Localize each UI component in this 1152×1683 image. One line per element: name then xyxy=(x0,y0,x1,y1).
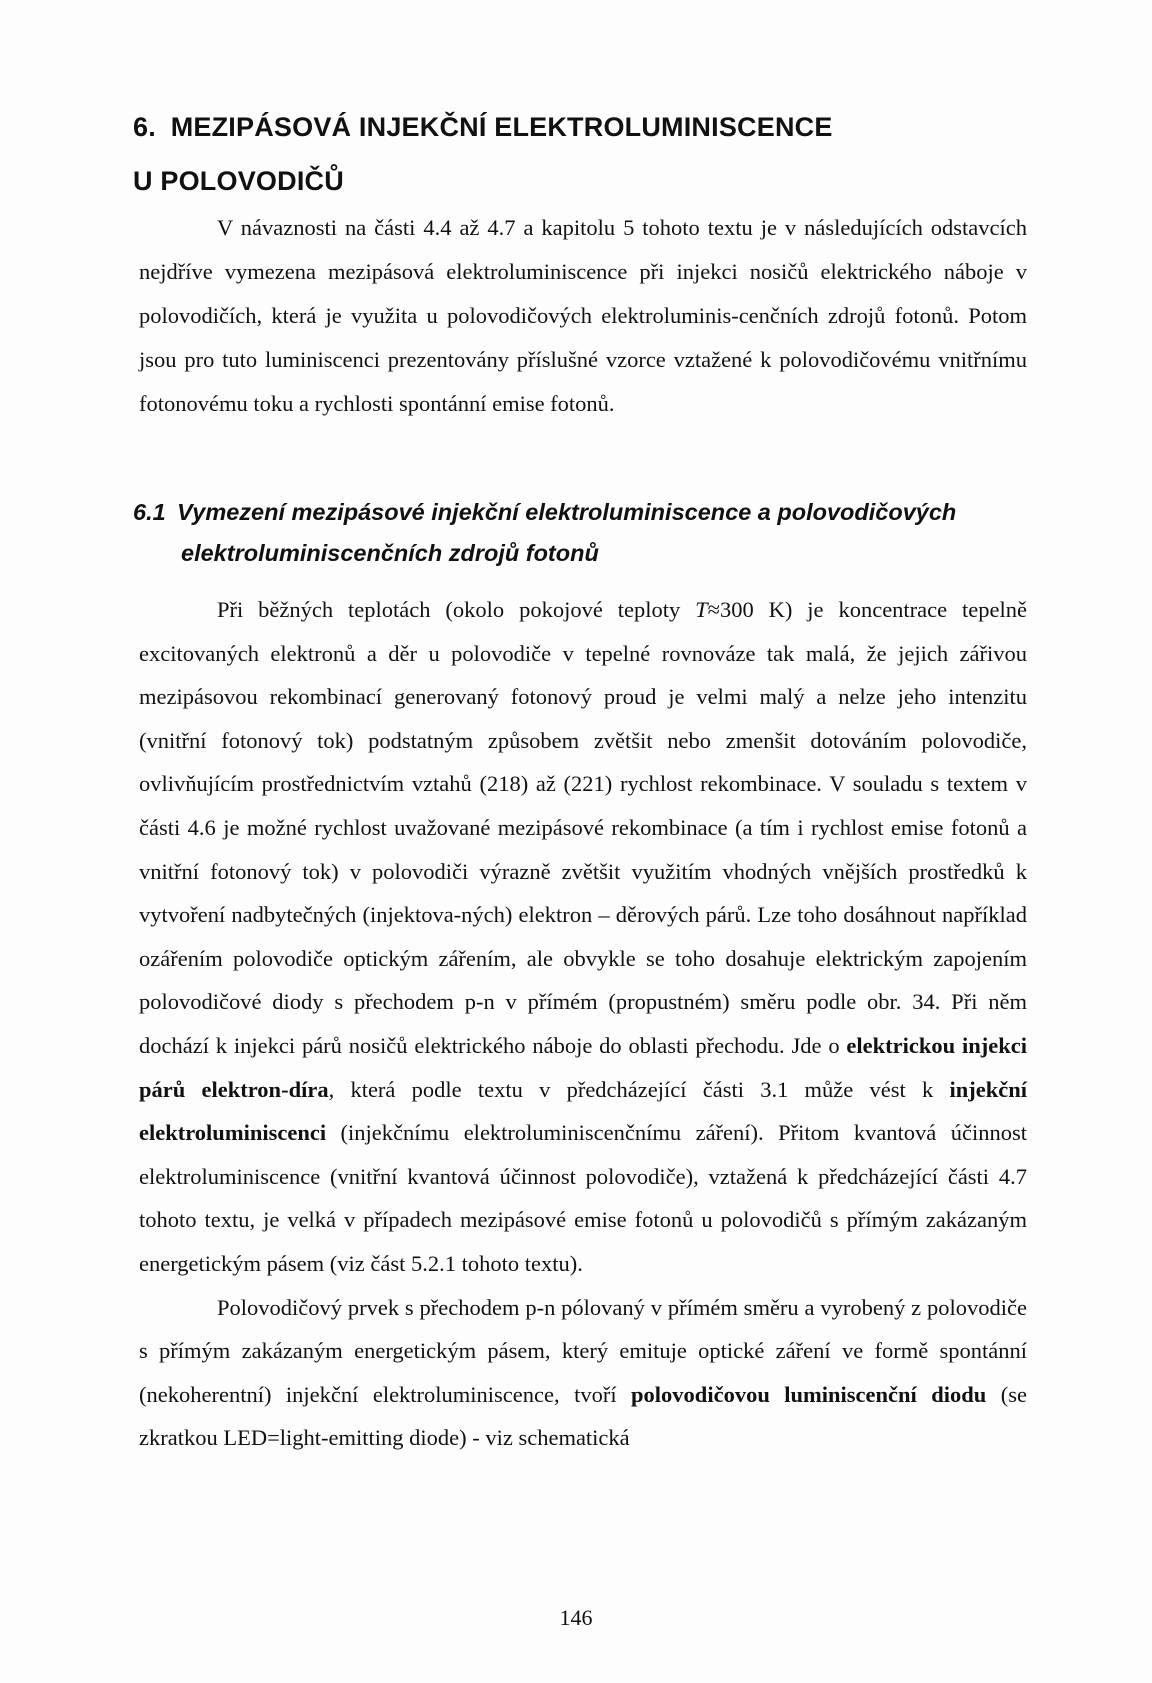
paragraph2-text-b: (se zkratkou LED=light-emitting diode) - viz schematická xyxy=(139,1381,1027,1451)
paragraph2-text-a: Polovodičový prvek s přechodem p-n pólovaný v přímém směru a vyrobený z polovodiče s přímým zakázaným energetickým pásem, který emituje optické záření ve formě spontánní (nekoherentní) injekční elektroluminiscence, tvoří xyxy=(139,1294,1027,1407)
chapter-title-line2: U POLOVODIČŮ xyxy=(133,166,344,196)
paragraph1-text-d: (injekčnímu elektroluminiscenčnímu záření). Přitom kvantová účinnost elektroluminiscence (vnitřní kvantová účinnost polovodiče), vztažená k předcházející části 4.7 tohoto textu, je velká v případech mezipásové emise fotonů u polovodičů s přímým zakázaným energetickým pásem (viz část 5.2.1 tohoto textu). xyxy=(139,1120,1027,1276)
temperature-symbol: T xyxy=(695,597,708,622)
intro-section xyxy=(139,206,1027,426)
paragraph1-text-a: Při běžných teplotách (okolo pokojové teploty xyxy=(217,597,696,622)
page-number: 146 xyxy=(559,1605,593,1630)
intro-paragraph: V návaznosti na části 4.4 až 4.7 a kapitolu 5 tohoto textu je v následujících odstavcích nejdříve vymezena mezipásová elektroluminiscence při injekci nosičů elektrického náboje v polovodičích, která je využita u polovodičových elektroluminis-cenčních zdrojů fotonů. Potom jsou pro tuto luminiscenci prezentovány příslušné vzorce vztažené k polovodičovému vnitřnímu fotonovému toku a rychlosti spontánní emise fotonů. xyxy=(139,215,1027,416)
paragraph1-text-c: , která podle textu v předcházející části 3.1 může vést k xyxy=(328,1076,950,1102)
body-paragraph-1 xyxy=(139,588,1027,1286)
chapter-heading xyxy=(133,100,833,208)
chapter-title-line1: MEZIPÁSOVÁ INJEKČNÍ ELEKTROLUMINISCENCE xyxy=(170,112,833,142)
chapter-number: 6. xyxy=(133,112,156,142)
section-number: 6.1 xyxy=(133,499,166,525)
body-paragraph-2 xyxy=(139,1286,1027,1460)
section-title-line2: elektroluminiscenčních zdrojů fotonů xyxy=(181,540,599,566)
section-heading xyxy=(133,492,1033,574)
paragraph1-bold-term-1: elektrickou injekci párů elektron-díra xyxy=(139,1032,1027,1102)
paragraph1-text-b: ≈300 K) je koncentrace tepelně excitovaných elektronů a děr u polovodiče v tepelné rovnováze tak malá, že jejich zářivou mezipásovou rekombinací generovaný fotonový proud je velmi malý a nelze jeho intenzitu (vnitřní fotonový tok) podstatným způsobem zvětšit nebo zmenšit dotováním polovodiče, ovlivňujícím prostřednictvím vztahů (218) až (221) rychlost rekombinace. V souladu s textem v části 4.6 je možné rychlost uvažované mezipásové rekombinace (a tím i rychlost emise fotonů a vnitřní fotonový tok) v polovodiči výrazně zvětšit využitím vhodných vnějších prostředků k vytvoření nadbytečných (injektova-ných) elektron – děrových párů. Lze toho dosáhnout například ozářením polovodiče optickým zářením, ale obvykle se toho dosahuje elektrickým zapojením polovodičové diody s přechodem p-n v přímém (propustném) směru podle obr. 34. Při něm dochází k injekci párů nosičů elektrického náboje do oblasti přechodu. Jde o xyxy=(139,597,1028,1058)
paragraph1-bold-term-2: injekční elektroluminiscenci xyxy=(139,1076,1027,1146)
body-text xyxy=(139,588,1027,1460)
section-title-line1: Vymezení mezipásové injekční elektroluminiscence a polovodičových xyxy=(177,499,957,525)
paragraph2-bold-term-1: polovodičovou luminiscenční diodu xyxy=(631,1381,987,1407)
